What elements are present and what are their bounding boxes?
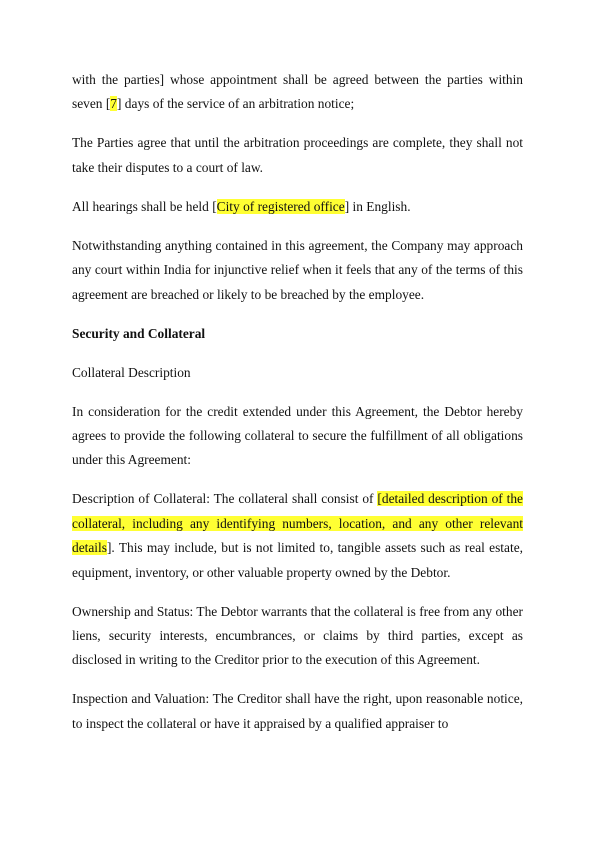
document-page (72, 68, 523, 751)
paragraph-no-court: The Parties agree that until the arbitration proceedings are complete, they shall not take their disputes to a court of law. (72, 135, 523, 175)
text-segment: with the parties] whose appointment shall be agreed between the parties within seven [ (72, 72, 523, 112)
paragraph-injunctive-relief: Notwithstanding anything contained in this agreement, the Company may approach any court within India for injunctive relief when it feels that any of the terms of this agreement are breached or likely to be breached by the employee. (72, 237, 523, 302)
text-segment: ]. This may include, but is not limited to, tangible assets such as real estate, equipment, inventory, or other valuable property owned by the Debtor. (72, 540, 523, 580)
highlighted-placeholder-collateral-details: [detailed description of the collateral, including any identifying numbers, location, and any other relevant details (72, 491, 523, 556)
paragraph-consideration: In consideration for the credit extended under this Agreement, the Debtor hereby agrees to provide the following collateral to secure the fulfillment of all obligations under this Agreement: (72, 403, 523, 468)
text-segment: Description of Collateral: The collateral shall consist of (72, 491, 378, 507)
highlighted-placeholder-city: City of registered office (216, 198, 345, 214)
text-segment: ] days of the service of an arbitration notice; (117, 96, 355, 112)
subheading-collateral-description: Collateral Description (72, 364, 191, 380)
section-heading-security: Security and Collateral (72, 325, 206, 341)
paragraph-arbitration-appointment (72, 68, 523, 117)
paragraph-inspection-valuation: Inspection and Valuation: The Creditor shall have the right, upon reasonable notice, to inspect the collateral or have it appraised by a qualified appraiser to (72, 691, 523, 731)
text-segment: All hearings shall be held [ (72, 198, 217, 214)
paragraph-hearings (72, 195, 523, 219)
paragraph-description-of-collateral (72, 487, 523, 585)
highlighted-placeholder-days: 7 (110, 96, 117, 112)
text-segment: ] in English. (344, 198, 411, 214)
paragraph-ownership-status: Ownership and Status: The Debtor warrants that the collateral is free from any other liens, security interests, encumbrances, or claims by third parties, except as disclosed in writing to the Creditor prior to the execution of this Agreement. (72, 603, 523, 668)
